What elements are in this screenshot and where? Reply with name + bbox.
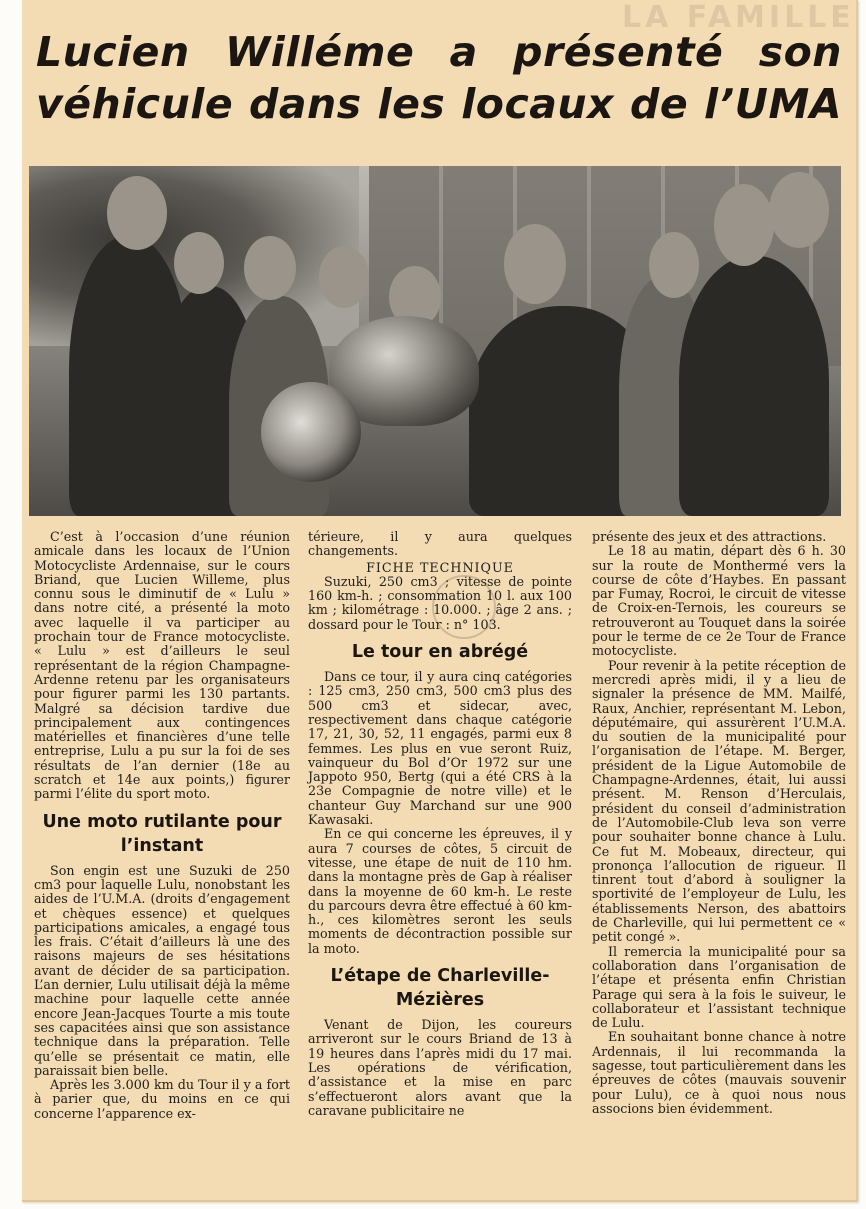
- paragraph: présente des jeux et des attractions.: [592, 529, 827, 544]
- paragraph: C’est à l’occasion d’une réunion amicale dans les locaux de l’Union Motocycliste Ardennaise, sur le cours Briand, que Lucien Willeme, plus connu sous le diminutif de « Lulu » dans notre cité, a présenté la moto avec laquelle il va participer au prochain tour de France motocycliste. « Lulu » est d’ailleurs le seul représentant de la région Champagne-Ardenne retenu par les organisateurs pour figurer parmi les 130 partants. Malgré sa décision tardive due principalement aux contingences matérielles et financières d’une telle entreprise, Lulu a pu sur la foi de ses résultats de l’an dernier (18e au scratch et 14e aux points,) figurer parmi l’élite du sport moto.: [34, 529, 290, 802]
- subheading: L’étape de Charleville-Mézières: [330, 966, 550, 1011]
- paragraph: Après les 3.000 km du Tour il y a fort à parier que, du moins en ce qui concerne l’apparence ex-: [34, 1077, 290, 1121]
- paragraph: Il remercia la municipalité pour sa collaboration dans l’organisation de l’étape et présenta enfin Christian Parage qui sera à la fois le suiveur, le collaborateur et l’assistant technique de Lulu.: [592, 943, 846, 1031]
- headline: [36, 26, 842, 130]
- paragraph: Venant de Dijon, les coureurs arriveront sur le cours Briand de 13 à 19 heures dans l’après midi du 17 mai. Les opérations de vérification, d’assistance et la mise en parc s’effectueront alors avant que la caravane publicitaire ne: [308, 1017, 572, 1118]
- photo-head: [714, 184, 774, 266]
- newspaper-clipping: [22, 0, 858, 1202]
- article-column-3: [592, 530, 846, 1116]
- headline-line-1: Lucien Willéme a présenté son: [36, 28, 842, 76]
- photo-head: [107, 176, 167, 250]
- ink-stamp-mark: [432, 575, 496, 639]
- paragraph: Dans ce tour, il y aura cinq catégories : 125 cm3, 250 cm3, 500 cm3 plus des 500 cm3 et sidecar, avec, respectivement dans chaque catégorie 17, 21, 30, 52, 11 engagés, parmi eux 8 femmes. Les plus en vue seront Ruiz, vainqueur du Bol d’Or 1972 sur une Jappoto 950, Bertg (qui a été CRS à la 23e Compagnie de notre ville) et le chanteur Guy Marchand sur une 900 Kawasaki.: [308, 669, 572, 828]
- photo-head: [244, 236, 296, 300]
- paragraph: En ce qui concerne les épreuves, il y aura 7 courses de côtes, 5 circuit de vitesse, une étape de nuit de 110 hm. dans la montagne près de Gap à réaliser dans la moyenne de 60 km-h. Le reste du parcours devra être effectué à 60 km-h., ces kilomètres seront les seuls moments de décontraction possible sur la moto.: [308, 826, 573, 956]
- paragraph: En souhaitant bonne chance à notre Ardennais, il lui recommanda la sagesse, tout particulièrement dans les épreuves de côtes (mauvais souvenir pour Lulu), ce à quoi nous nous associons bien évidemment.: [592, 1029, 846, 1116]
- news-photo: [29, 166, 841, 516]
- photo-head: [319, 246, 369, 308]
- article-column-1: [34, 530, 290, 1121]
- paragraph: Pour revenir à la petite réception de mercredi après midi, il y a lieu de signaler la présence de MM. Mailfé, Raux, Anchier, représentant M. Lebon, députémaire, qui assurèrent l’U.M.A. du soutien de la municipalité pour l’organisation de l’étape. M. Berger, président de la Ligue Automobile de Champagne-Ardennes, était, lui aussi présent. M. Renson d’Herculais, président du conseil d’administration de l’Automobile-Club leva son verre pour souhaiter bonne chance à Lulu. Ce fut M. Mobeaux, directeur, qui prononça l’allocution de rigueur. Il tinrent tout d’abord à souligner la sportivité de l’employeur de Lulu, les établissements Nerson, des abattoirs de Charleville, qui lui permettent ce « petit congé ».: [592, 657, 846, 945]
- motorcycle-headlamp: [261, 382, 361, 482]
- subheading: Une moto rutilante pour l’instant: [42, 811, 282, 856]
- photo-head: [504, 224, 566, 304]
- paragraph: Le 18 au matin, départ dès 6 h. 30 sur la route de Monthermé vers la course de côte d’Haybes. En passant par Fumay, Rocroi, le circuit de vitesse de Croix-en-Ternois, les coureurs se retrouveront au Touquet dans la soirée pour le terme de ce 2e Tour de France motocycliste.: [592, 543, 846, 659]
- fiche-technique-title: FICHE TECHNIQUE: [366, 559, 514, 575]
- paragraph: Son engin est une Suzuki de 250 cm3 pour laquelle Lulu, nonobstant les aides de l’U.M.A. (droits d’engagement et chèques essence) et quelques participations amicales, a engagé tous les frais. C’était d’ailleurs là une des raisons majeurs de ses hésitations avant de décider de sa participation. L’an dernier, Lulu utilisait déjà la même machine pour laquelle cette année encore Jean-Jacques Tourte a mis toute ses capacitées ainsi que son assistance technique dans la préparation. Telle qu’elle se présentait ce matin, elle paraissait bien belle.: [34, 862, 290, 1078]
- photo-head: [649, 232, 699, 298]
- photo-person: [679, 256, 829, 516]
- headline-line-2: véhicule dans les locaux de l’UMA: [36, 80, 842, 128]
- photo-head: [174, 232, 224, 294]
- subheading: Le tour en abrégé: [351, 642, 529, 663]
- bleed-through-text: LA FAMILLE: [622, 0, 855, 35]
- paragraph: térieure, il y aura quelques changements.: [308, 529, 572, 559]
- fiche-technique: Suzuki, 250 cm3 ; vitesse de pointe 160 km-h. ; consommation 10 l. aux 100 km ; kilométrage : 10.000. ; âge 2 ans. ; dossard pour le Tour : n° 103.: [308, 573, 572, 632]
- photo-head: [769, 172, 829, 248]
